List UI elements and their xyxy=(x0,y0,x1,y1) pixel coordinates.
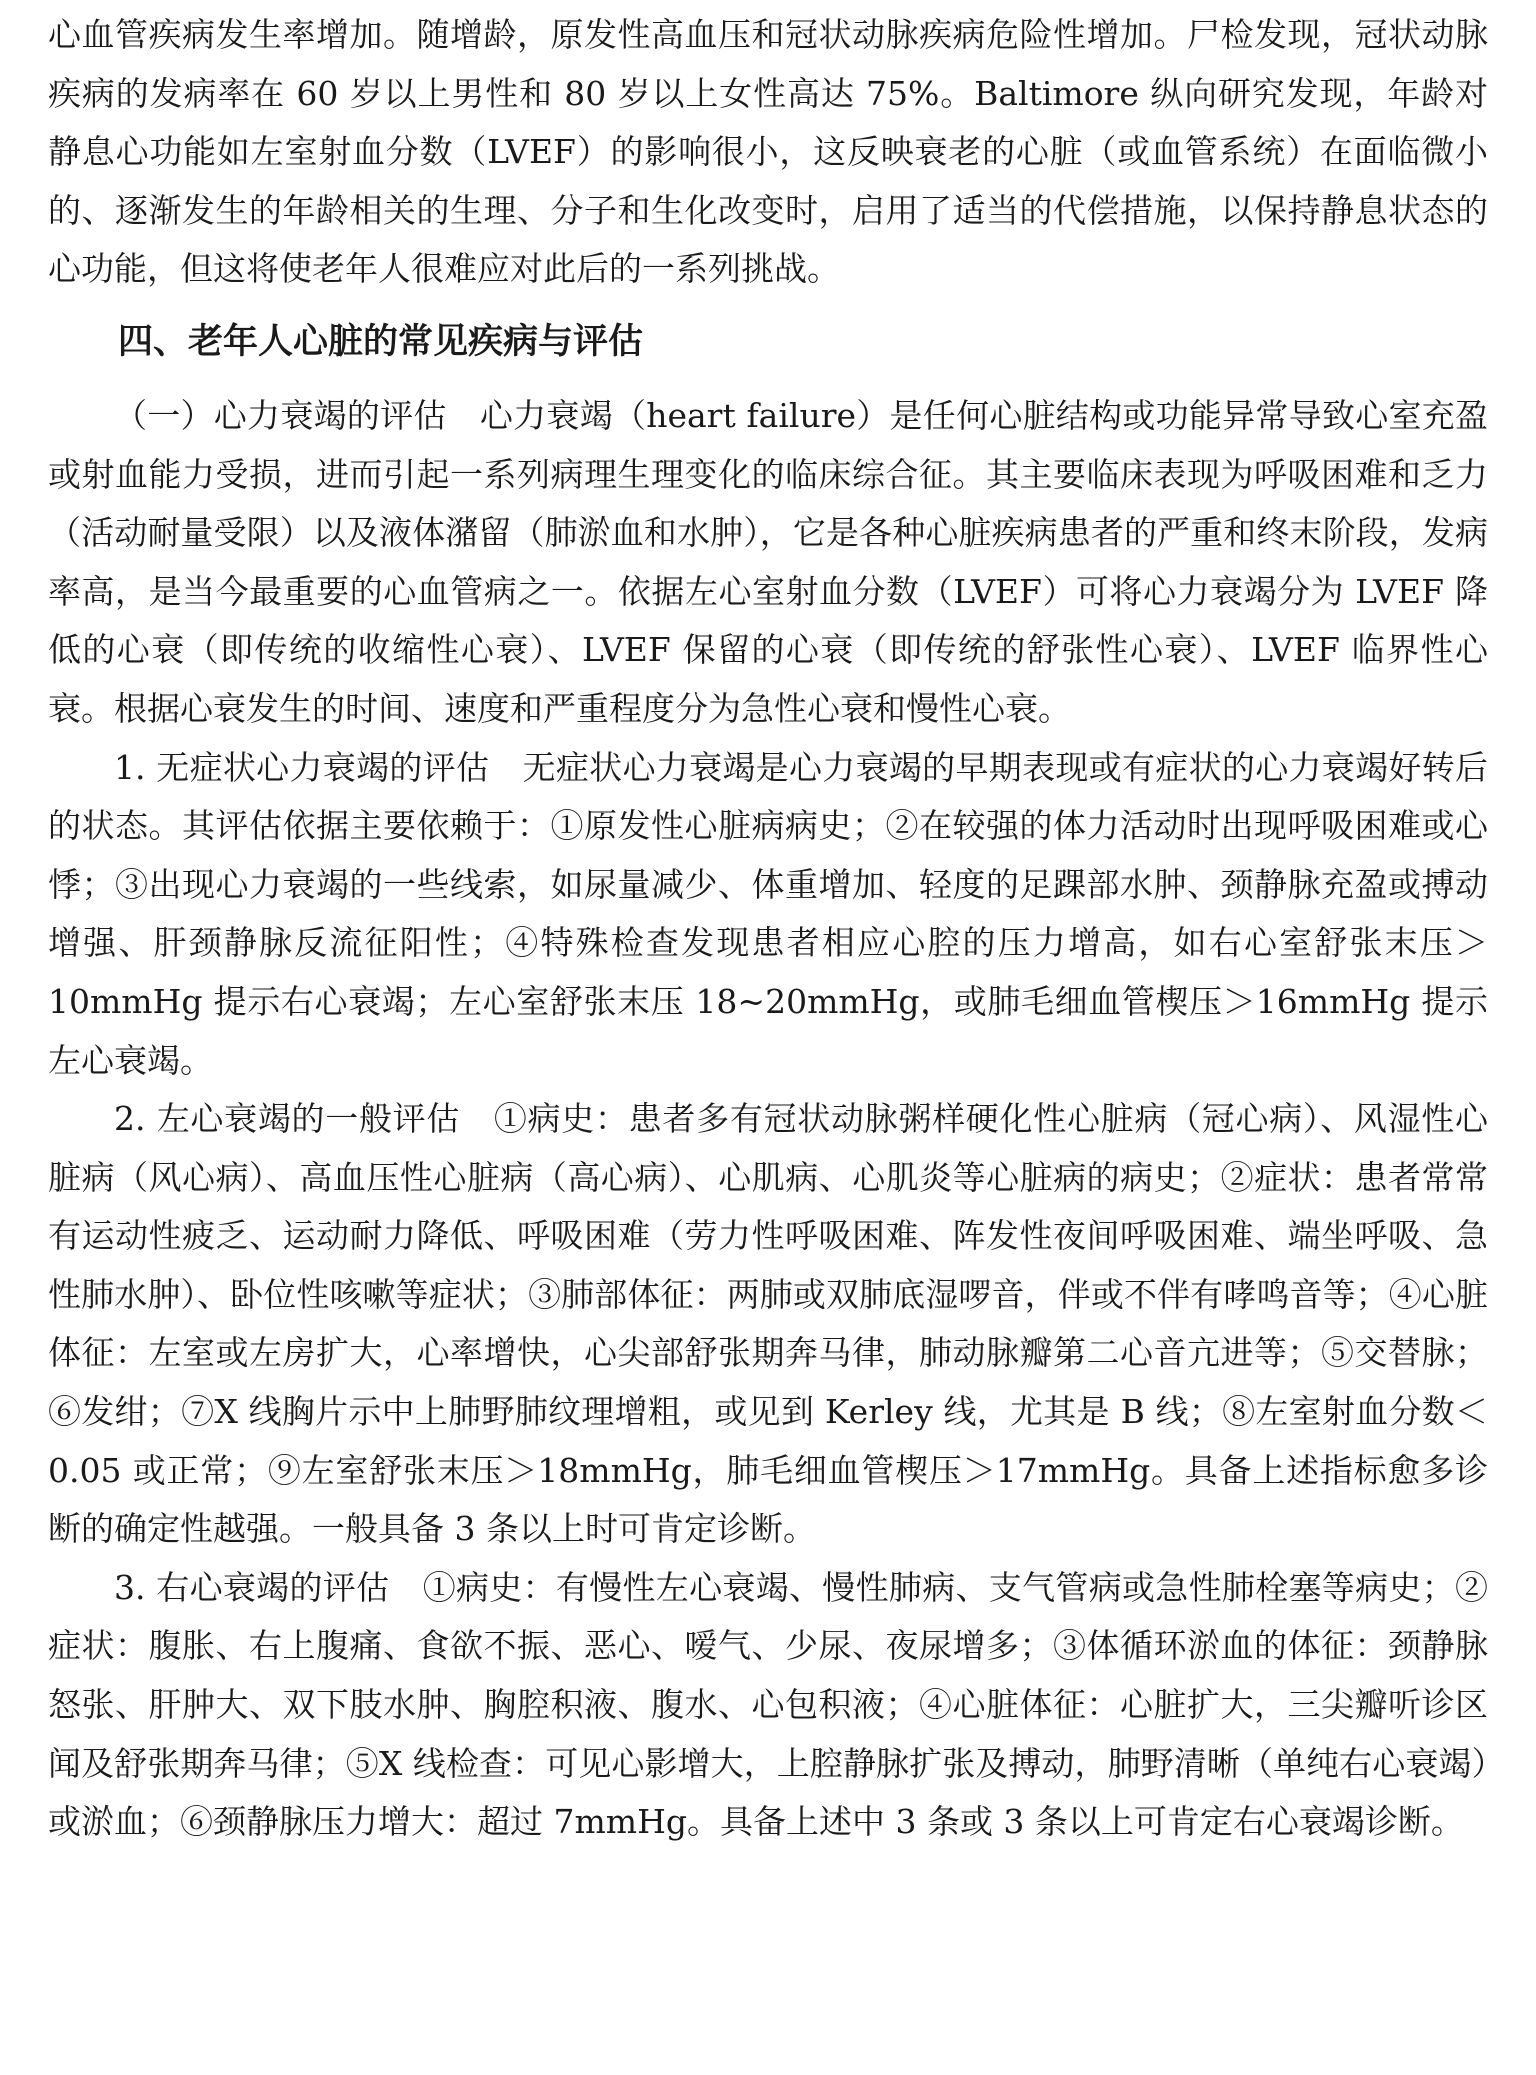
right-heart-failure-paragraph xyxy=(48,1559,1488,1852)
document-page xyxy=(48,6,1488,1852)
asymptomatic-paragraph xyxy=(48,739,1488,1091)
right-heart-failure-lead: 3. 右心衰竭的评估 xyxy=(114,1567,390,1607)
right-heart-failure-body: ①病史：有慢性左心衰竭、慢性肺病、支气管病或急性肺栓塞等病史；②症状：腹胀、右上腹痛、食欲不振、恶心、嗳气、少尿、夜尿增多；③体循环淤血的体征：颈静脉怒张、肝肿大、双下肢水肿、胸腔积液、腹水、心包积液；④心脏体征：心脏扩大，三尖瓣听诊区闻及舒张期奔马律；⑤X 线检查：可见心影增大，上腔静脉扩张及搏动，肺野清晰（单纯右心衰竭）或淤血；⑥颈静脉压力增大：超过 7mmHg。具备上述中 3 条或 3 条以上可肯定右心衰竭诊断。 xyxy=(48,1567,1489,1842)
asymptomatic-body: 无症状心力衰竭是心力衰竭的早期表现或有症状的心力衰竭好转后的状态。其评估依据主要依赖于：①原发性心脏病病史；②在较强的体力活动时出现呼吸困难或心悸；③出现心力衰竭的一些线索，如尿量减少、体重增加、轻度的足踝部水肿、颈静脉充盈或搏动增强、肝颈静脉反流征阳性；④特殊检查发现患者相应心腔的压力增高，如右心室舒张末压＞10mmHg 提示右心衰竭；左心室舒张末压 18~20mmHg，或肺毛细血管楔压＞16mmHg 提示左心衰竭。 xyxy=(48,747,1488,1080)
section-heading: 四、老年人心脏的常见疾病与评估 xyxy=(118,321,644,362)
heart-failure-body: 心力衰竭（heart failure）是任何心脏结构或功能异常导致心室充盈或射血能力受损，进而引起一系列病理生理变化的临床综合征。其主要临床表现为呼吸困难和乏力（活动耐量受限）以及液体潴留（肺淤血和水肿），它是各种心脏疾病患者的严重和终末阶段，发病率高，是当今最重要的心血管病之一。依据左心室射血分数（LVEF）可将心力衰竭分为 LVEF 降低的心衰（即传统的收缩性心衰）、LVEF 保留的心衰（即传统的舒张性心衰）、LVEF 临界性心衰。根据心衰发生的时间、速度和严重程度分为急性心衰和慢性心衰。 xyxy=(48,395,1489,728)
left-heart-failure-body: ①病史：患者多有冠状动脉粥样硬化性心脏病（冠心病）、风湿性心脏病（风心病）、高血压性心脏病（高心病）、心肌病、心肌炎等心脏病的病史；②症状：患者常常有运动性疲乏、运动耐力降低、呼吸困难（劳力性呼吸困难、阵发性夜间呼吸困难、端坐呼吸、急性肺水肿）、卧位性咳嗽等症状；③肺部体征：两肺或双肺底湿啰音，伴或不伴有哮鸣音等；④心脏体征：左室或左房扩大，心率增快，心尖部舒张期奔马律，肺动脉瓣第二心音亢进等；⑤交替脉；⑥发绀；⑦X 线胸片示中上肺野肺纹理增粗，或见到 Kerley 线，尤其是 B 线；⑧左室射血分数＜0.05 或正常；⑨左室舒张末压＞18mmHg，肺毛细血管楔压＞17mmHg。具备上述指标愈多诊断的确定性越强。一般具备 3 条以上时可肯定诊断。 xyxy=(48,1099,1488,1549)
left-heart-failure-lead: 2. 左心衰竭的一般评估 xyxy=(114,1099,461,1139)
heart-failure-paragraph xyxy=(48,387,1488,739)
left-heart-failure-paragraph xyxy=(48,1090,1488,1559)
asymptomatic-lead: 1. 无症状心力衰竭的评估 xyxy=(114,747,490,787)
intro-paragraph: 心血管疾病发生率增加。随增龄，原发性高血压和冠状动脉疾病危险性增加。尸检发现，冠状动脉疾病的发病率在 60 岁以上男性和 80 岁以上女性高达 75%。Baltimore 纵向研究发现，年龄对静息心功能如左室射血分数（LVEF）的影响很小，这反映衰老的心脏（或血管系统）在面临微小的、逐渐发生的年龄相关的生理、分子和生化改变时，启用了适当的代偿措施，以保持静息状态的心功能，但这将使老年人很难应对此后的一系列挑战。 xyxy=(48,15,1488,289)
heart-failure-lead: （一）心力衰竭的评估 xyxy=(114,395,447,435)
